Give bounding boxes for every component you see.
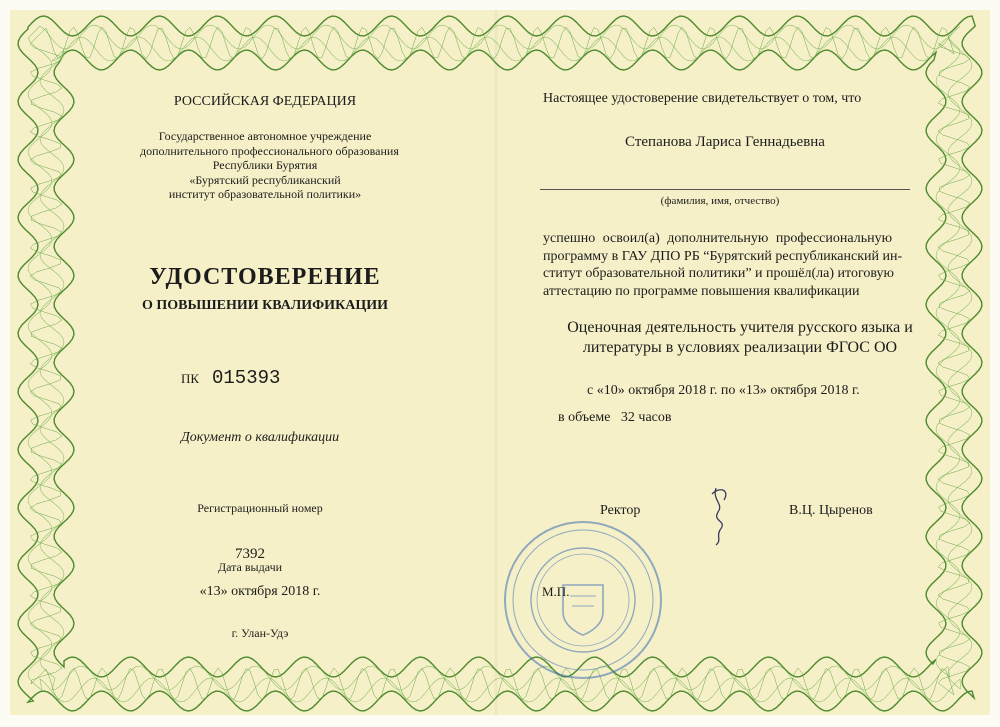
document-subtitle: О ПОВЫШЕНИИ КВАЛИФИКАЦИИ [141,298,389,313]
rector-name: В.Ц. Цыренов [789,503,873,518]
issue-city: г. Улан-Удэ [231,626,289,640]
completion-statement [543,230,902,300]
statement-line: ститут образовательной политики” и прошёл(ла) итоговую [543,266,894,281]
issue-date: «13» октября 2018 г. [199,584,321,599]
page-fold [494,10,498,715]
name-underline [540,189,910,190]
program-title [530,318,950,358]
institution-line: дополнительного профессионального образования [140,143,399,158]
series-label: ПК [181,371,200,386]
institution-line: Республики Бурятия [212,158,318,173]
registration-number: 7392 [235,546,265,562]
statement-line: аттестацию по программе повышения квалификации [543,283,860,299]
paper-background [10,10,990,715]
institution-name [140,129,399,202]
issue-date-label: Дата выдачи [217,560,283,574]
training-volume: в объеме 32 часов [558,410,672,425]
intro-text: Настоящее удостоверение свидетельствует о том, что [543,91,862,106]
statement-line: успешно освоил(а) дополнительную профессиональную [543,231,893,246]
document-type: Документ о квалификации [180,430,340,445]
program-line: литературы в условиях реализации ФГОС ОО [582,339,898,356]
rector-label: Ректор [600,503,641,518]
training-period: с «10» октября 2018 г. по «13» октября 2018 г. [587,383,860,398]
recipient-name: Степанова Лариса Геннадьевна [625,134,825,150]
country-heading: РОССИЙСКАЯ ФЕДЕРАЦИЯ [173,94,357,109]
statement-line: программу в ГАУ ДПО РБ “Бурятский республиканский ин- [543,248,903,264]
document-title: УДОСТОВЕРЕНИЕ [149,264,381,290]
institution-line: институт образовательной политики» [168,187,362,202]
seal-label: М.П. [542,584,570,599]
institution-line: «Бурятский республиканский [189,172,341,187]
name-caption: (фамилия, имя, отчество) [660,195,780,207]
registration-label: Регистрационный номер [197,501,323,515]
series-number: 015393 [212,367,281,389]
program-line: Оценочная деятельность учителя русского языка и [567,319,913,336]
institution-line: Государственное автономное учреждение [158,129,372,143]
